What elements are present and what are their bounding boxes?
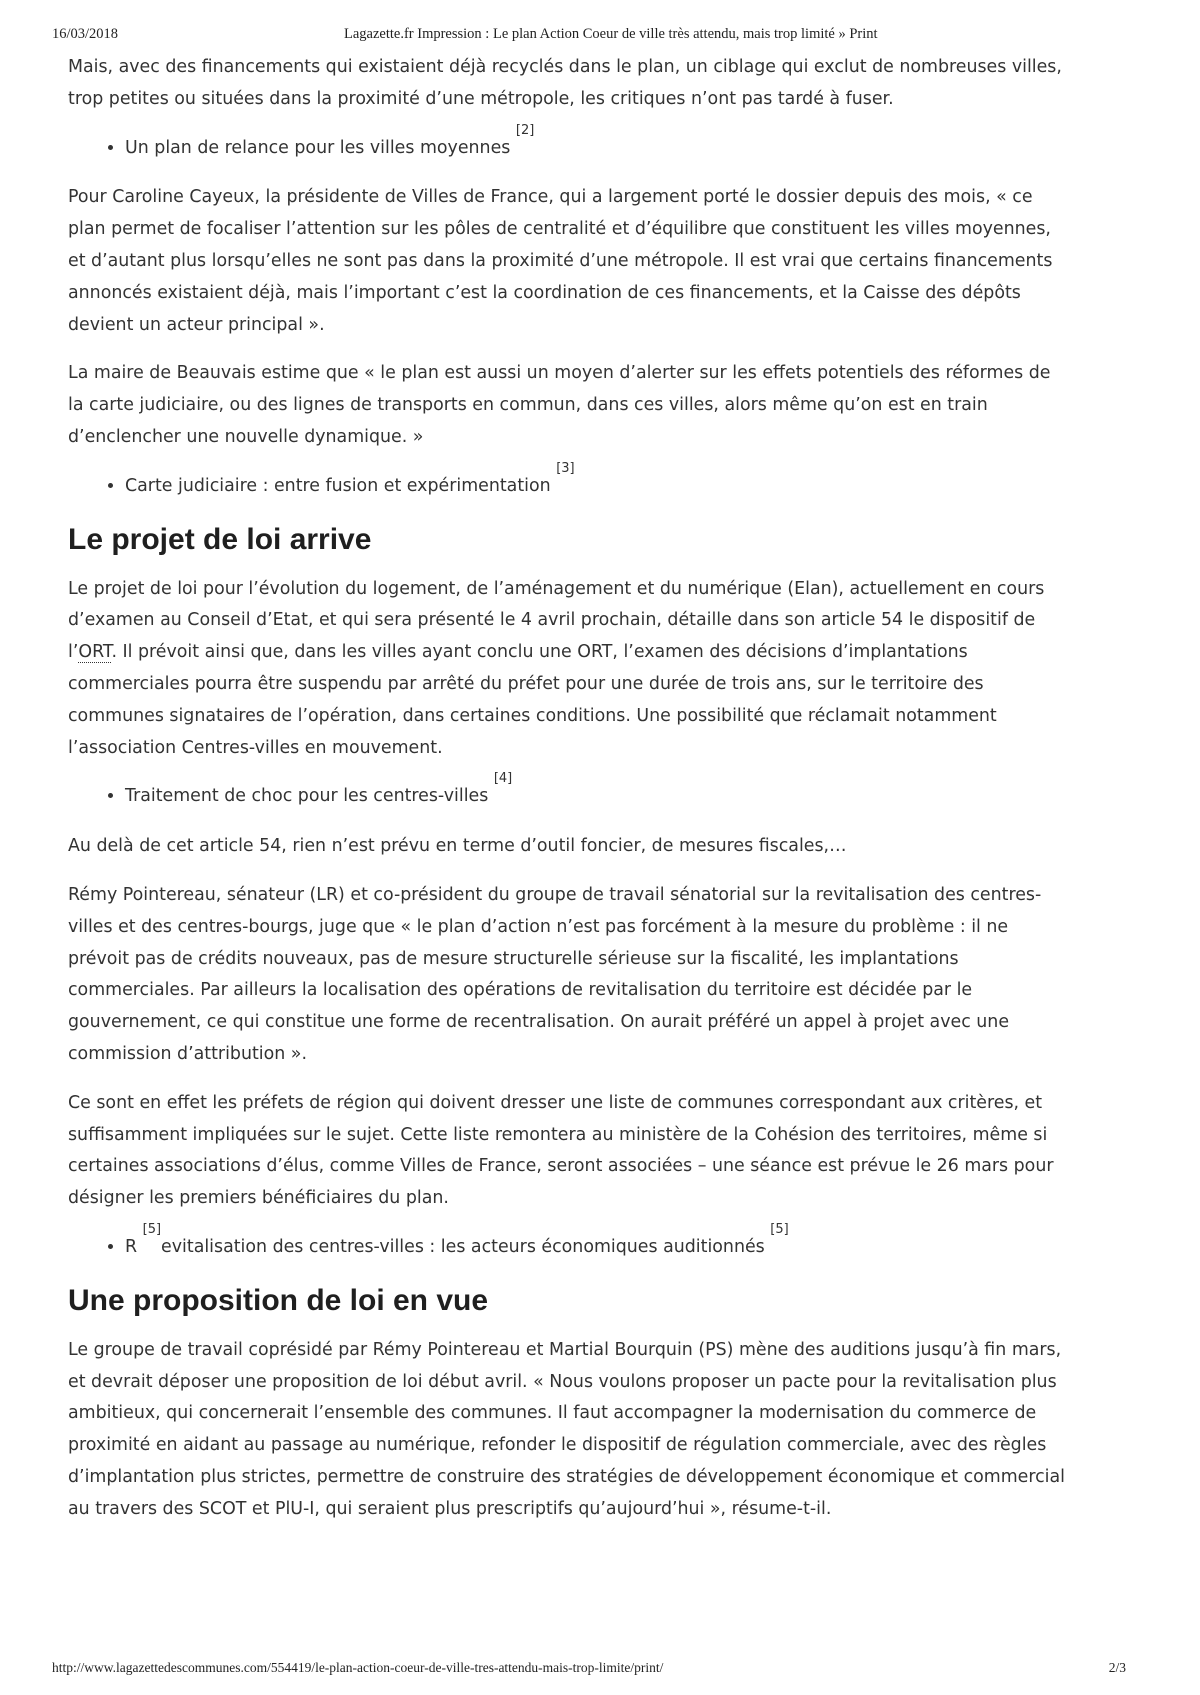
related-link-relance[interactable] xyxy=(125,122,1158,165)
related-links-3 xyxy=(68,771,1158,813)
paragraph-cayeux: Pour Caroline Cayeux, la présidente de Villes de France, qui a largement porté le dossier depuis des mois, « ce plan permet de focaliser l’attention sur les pôles de centralité et d’équilibre que constituent les villes moyennes, et d’autant plus lorsqu’elles ne sont pas dans la proximité d’une métropole. Il est vrai que certains financements annoncés existaient déjà, mais l’important c’est la coordination de ces financements, et la Caisse des dépôts devient un acteur principal ». xyxy=(68,187,1053,335)
print-footer xyxy=(52,1660,1148,1680)
related-link-carte-judiciaire[interactable] xyxy=(125,460,1158,503)
paragraph-pointereau: Rémy Pointereau, sénateur (LR) et co-président du groupe de travail sénatorial sur la revitalisation des centres- villes et des centres-bourgs, juge que « le plan d’action n’est pas forcément à la mesure du problème : il ne prévoit pas de crédits nouveaux, pas de mesure structurelle sérieuse sur la fiscalité, les implantations commerciales. Par ailleurs la localisation des opérations de revitalisation du territoire est décidée par le gouvernement, ce qui constitue une forme de recentralisation. On aurait préféré un appel à projet avec une commission d’attribution ». xyxy=(68,884,1042,1064)
page-url: http://www.lagazettedescommunes.com/554419/le-plan-action-coeur-de-ville-tres-attendu-mais-trop-limite/print/ xyxy=(52,1660,664,1675)
related-link-traitement-de-choc[interactable] xyxy=(125,771,1158,813)
print-date: 16/03/2018 xyxy=(52,26,119,42)
footnote-ref[interactable]: [3] xyxy=(556,460,575,476)
paragraph-beauvais: La maire de Beauvais estime que « le plan est aussi un moyen d’alerter sur les effets potentiels des réformes de la carte judiciaire, ou des lignes de transports en commun, dans ces villes, alors même qu’on est en train d’enclencher une nouvelle dynamique. » xyxy=(68,363,1051,447)
footnote-ref[interactable]: [5] xyxy=(770,1221,789,1237)
section-heading-projet-de-loi: Le projet de loi arrive xyxy=(68,522,372,556)
paragraph-intro: Mais, avec des financements qui existaient déjà recyclés dans le plan, un ciblage qui exclut de nombreuses villes, trop petites ou situées dans la proximité d’une métropole, les critiques n’ont pas tardé à fuser. xyxy=(68,57,1062,109)
print-header xyxy=(52,26,1148,46)
paragraph-groupe-de-travail: Le groupe de travail coprésidé par Rémy Pointereau et Martial Bourquin (PS) mène des auditions jusqu’à fin mars, et devrait déposer une proposition de loi début avril. « Nous voulons proposer un pacte pour la revitalisation plus ambitieux, qui concernerait l’ensemble des communes. Il faut accompagner la modernisation du commerce de proximité en aidant au passage au numérique, refonder le dispositif de régulation commerciale, avec des règles d’implantation plus strictes, permettre de construire des stratégies de développement économique et commercial au travers des SCOT et PlU-I, qui seraient plus prescriptifs qu’aujourd’hui », résume-t-il. xyxy=(68,1339,1066,1519)
paragraph-prefets: Ce sont en effet les préfets de région qui doivent dresser une liste de communes correspondant aux critères, et suffisamment impliquées sur le sujet. Cette liste remontera au ministère de la Cohésion des territoires, même si certaines associations d’élus, comme Villes de France, seront associées – une séance est prévue le 26 mars pour désigner les premiers bénéficiaires du plan. xyxy=(68,1092,1054,1209)
related-links-4 xyxy=(68,1221,1158,1264)
paragraph-elan: Le projet de loi pour l’évolution du logement, de l’aménagement et du numérique (Elan), actuellement en cours d’examen au Conseil d’Etat, et qui sera présenté le 4 avril prochain, détaille dans son article 54 le dispositif de l’ORT. Il prévoit ainsi que, dans les villes ayant conclu une ORT, l’examen des décisions d’implantations commerciales pourra être suspendu par arrêté du préfet pour une durée de trois ans, sur le territoire des communes signataires de l’opération, dans certaines conditions. Une possibilité que réclamait notamment l’association Centres-villes en mouvement. xyxy=(68,578,1045,758)
print-title: Lagazette.fr Impression : Le plan Action Coeur de ville très attendu, mais trop limité » Print xyxy=(344,26,878,42)
page-number: 2/3 xyxy=(1108,1660,1126,1675)
footnote-ref[interactable]: [4] xyxy=(493,771,513,787)
related-link-label[interactable]: Un plan de relance pour les villes moyennes xyxy=(125,137,511,158)
related-link-label[interactable]: evitalisation des centres-villes : les acteurs économiques auditionnés xyxy=(161,1236,765,1257)
paragraph-article-54: Au delà de cet article 54, rien n’est prévu en terme d’outil foncier, de mesures fiscales,… xyxy=(68,836,847,857)
footnote-ref[interactable]: [5] xyxy=(142,1221,162,1237)
related-links-1 xyxy=(68,122,1158,165)
related-link-label[interactable]: Traitement de choc pour les centres-villes xyxy=(125,786,489,807)
related-links-2 xyxy=(68,460,1158,503)
article-body xyxy=(68,52,1158,1542)
related-link-revitalisation[interactable]: • R [5]evitalisation des centres-villes : les acteurs économiques auditionnés [5] xyxy=(125,1232,1158,1264)
abbreviation-ort[interactable]: ORT xyxy=(78,642,112,663)
section-heading-proposition-de-loi: Une proposition de loi en vue xyxy=(68,1283,489,1317)
footnote-ref[interactable]: [2] xyxy=(515,122,535,138)
related-link-label[interactable]: Carte judiciaire : entre fusion et expérimentation xyxy=(125,475,551,496)
